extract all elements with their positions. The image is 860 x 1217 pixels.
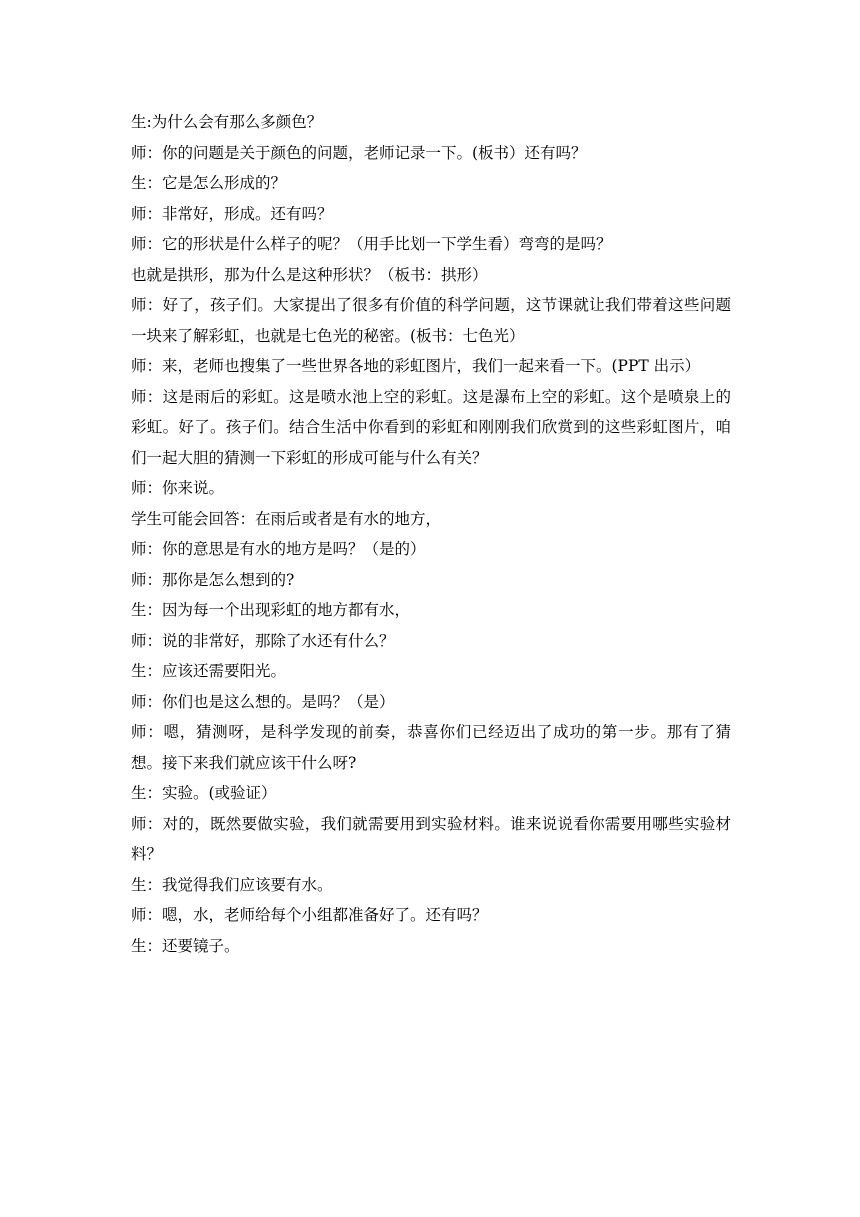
paragraph-7: 师：好了，孩子们。大家提出了很多有价值的科学问题，这节课就让我们带着这些问题一块来了解彩虹，也就是七色光的秘密。(板书：七色光） [131,296,731,345]
paragraph-10: 师：你来说。 [131,479,225,497]
paragraph-17: 师：你们也是这么想的。是吗？（是） [131,692,395,711]
document-body [131,107,731,961]
paragraph-15: 师：说的非常好，那除了水还有什么？ [131,631,395,650]
paragraph-18: 师：嗯，猜测呀，是科学发现的前奏，恭喜你们已经迈出了成功的第一步。那有了猜想。接下来我们就应该干什么呀? [131,723,731,772]
paragraph-23: 生：还要镜子。 [131,936,240,955]
paragraph-5: 师：它的形状是什么样子的呢？（用手比划一下学生看）弯弯的是吗？ [131,235,612,253]
paragraph-21: 生：我觉得我们应该要有水。 [131,875,333,894]
paragraph-12: 师：你的意思是有水的地方是吗？（是的） [131,540,426,558]
paragraph-14: 生：因为每一个出现彩虹的地方都有水， [131,601,411,619]
paragraph-22: 师：嗯，水，老师给每个小组都准备好了。还有吗？ [131,906,488,924]
paragraph-1: 生:为什么会有那么多颜色？ [131,113,323,131]
paragraph-6: 也就是拱形，那为什么是这种形状？（板书：拱形） [131,265,488,284]
paragraph-4: 师：非常好，形成。还有吗？ [131,204,333,223]
paragraph-11: 学生可能会回答：在雨后或者是有水的地方， [131,509,442,528]
paragraph-3: 生：它是怎么形成的？ [131,174,287,192]
paragraph-8: 师：来，老师也搜集了一些世界各地的彩虹图片，我们一起来看一下。(PPT 出示） [131,357,701,375]
paragraph-13: 师：那你是怎么想到的? [131,570,295,589]
paragraph-20: 师：对的，既然要做实验，我们就需要用到实验材料。谁来说说看你需要用哪些实验材料？ [131,814,731,863]
paragraph-16: 生：应该还需要阳光。 [131,662,287,680]
paragraph-9: 师：这是雨后的彩虹。这是喷水池上空的彩虹。这是瀑布上空的彩虹。这个是喷泉上的彩虹。好了。孩子们。结合生活中你看到的彩虹和刚刚我们欣赏到的这些彩虹图片，咱们一起大胆的猜测一下彩虹的形成可能与什么有关？ [131,387,731,467]
paragraph-19: 生：实验。(或验证） [131,784,277,802]
paragraph-2: 师：你的问题是关于颜色的问题，老师记录一下。(板书）还有吗？ [131,143,587,162]
